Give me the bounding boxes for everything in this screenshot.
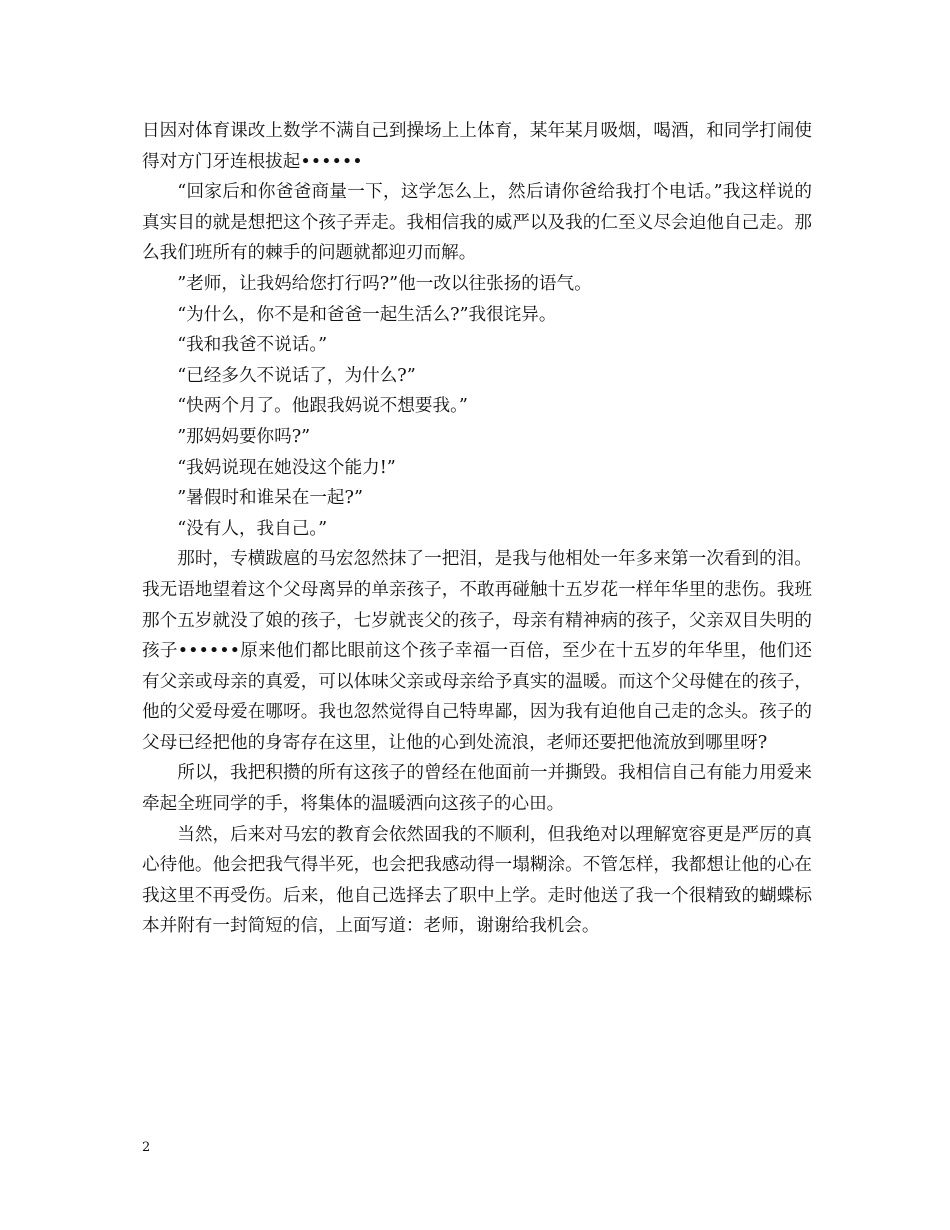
paragraph-6: “已经多久不说话了，为什么?” <box>177 365 416 386</box>
paragraph-13: 所以，我把积攒的所有这孩子的曾经在他面前一并撕毁。我相信自己有能力用爱来牵起全班同学的手，将集体的温暖洒向这孩子的心田。 <box>142 763 812 815</box>
paragraph-1: 日因对体育课改上数学不满自己到操场上上体育，某年某月吸烟，喝酒，和同学打闹使得对方门牙连根拔起•••••• <box>142 121 812 172</box>
paragraph-2: “回家后和你爸爸商量一下，这学怎么上，然后请你爸给我打个电话。”我这样说的真实目的就是想把这个孩子弄走。我相信我的威严以及我的仁至义尽会迫他自己走。那么我们班所有的棘手的问题就都迎刃而解。 <box>142 182 812 264</box>
paragraph-9: “我妈说现在她没这个能力!” <box>177 457 396 478</box>
document-body <box>142 116 812 942</box>
paragraph-10: ”暑假时和谁呆在一起?” <box>177 488 363 509</box>
paragraph-14: 当然，后来对马宏的教育会依然固我的不顺利，但我绝对以理解宽容更是严厉的真心待他。他会把我气得半死，也会把我感动得一塌糊涂。不管怎样，我都想让他的心在我这里不再受伤。后来，他自己选择去了职中上学。走时他送了我一个很精致的蝴蝶标本并附有一封简短的信，上面写道：老师，谢谢给我机会。 <box>142 824 812 937</box>
paragraph-12: 那时，专横跋扈的马宏忽然抹了一把泪，是我与他相处一年多来第一次看到的泪。我无语地望着这个父母离异的单亲孩子，不敢再碰触十五岁花一样年华里的悲伤。我班那个五岁就没了娘的孩子，七岁就丧父的孩子，母亲有精神病的孩子，父亲双目失明的孩子••••••原来他们都比眼前这个孩子幸福一百倍，至少在十五岁的年华里，他们还有父亲或母亲的真爱，可以体味父亲或母亲给予真实的温暖。而这个父母健在的孩子，他的父爱母爱在哪呀。我也忽然觉得自己特卑鄙，因为我有迫他自己走的念头。孩子的父母已经把他的身寄存在这里，让他的心到处流浪，老师还要把他流放到哪里呀? <box>142 549 812 753</box>
paragraph-8: ”那妈妈要你吗?” <box>177 426 311 447</box>
paragraph-4: “为什么，你不是和爸爸一起生活么?”我很诧异。 <box>177 304 557 325</box>
paragraph-7: “快两个月了。他跟我妈说不想要我。” <box>177 396 468 417</box>
paragraph-5: “我和我爸不说话。” <box>177 335 328 356</box>
paragraph-3: ”老师，让我妈给您打行吗?”他一改以往张扬的语气。 <box>177 273 592 294</box>
page-number: 2 <box>142 1140 151 1155</box>
paragraph-11: “没有人，我自己。” <box>177 518 328 539</box>
